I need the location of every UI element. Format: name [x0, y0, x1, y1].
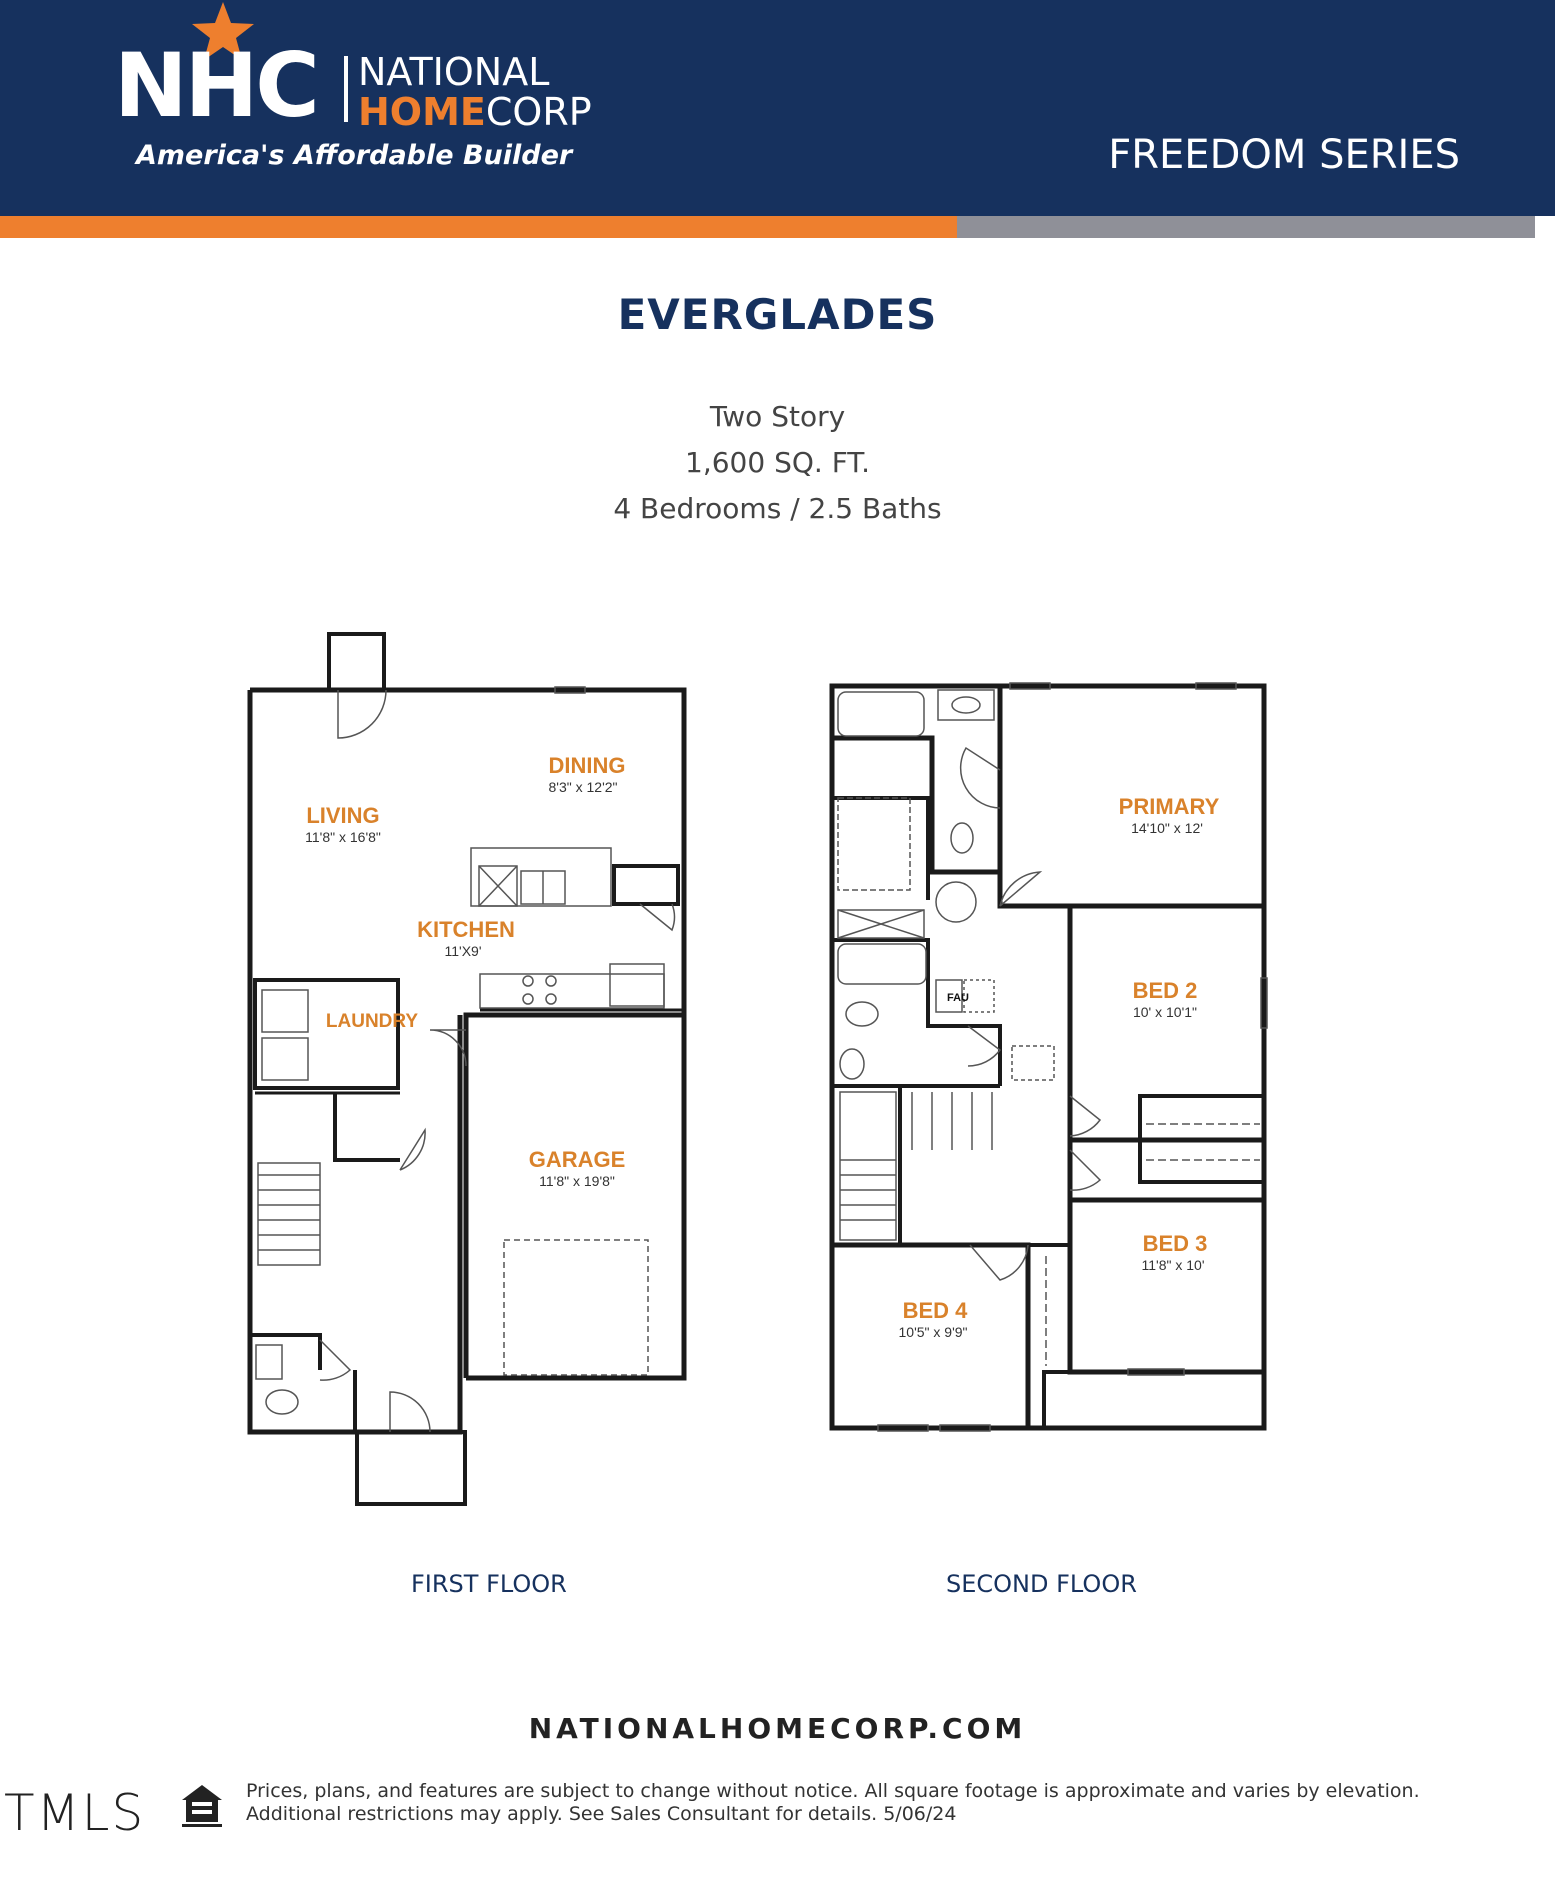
room-label-dining: DINING	[548, 753, 626, 778]
room-dims-dining: 8'3" x 12'2"	[548, 779, 618, 795]
room-dims-bed2: 10' x 10'1"	[1132, 1004, 1198, 1020]
disclaimer-line-2: Additional restrictions may apply. See Sales Consultant for details. 5/06/24	[246, 1803, 957, 1825]
room-label-bed4: BED 4	[902, 1298, 968, 1323]
logo-word-home: HOME	[358, 90, 486, 134]
spec-sqft: 1,600 SQ. FT.	[685, 446, 870, 479]
room-dims-kitchen: 11'X9'	[444, 943, 482, 959]
room-dims-bed3: 11'8" x 10'	[1141, 1257, 1205, 1273]
room-label-laundry: LAUNDRY	[325, 1011, 419, 1032]
plan-title: EVERGLADES	[617, 290, 938, 339]
logo-mark: NHC	[114, 34, 317, 137]
room-label-bed2: BED 2	[1132, 978, 1198, 1003]
fau-label: FAU	[947, 992, 969, 1004]
room-dims-garage: 11'8" x 19'8"	[539, 1173, 615, 1189]
room-dims-primary: 14'10" x 12'	[1131, 820, 1203, 836]
room-label-kitchen: KITCHEN	[417, 917, 515, 942]
disclaimer-line-1: Prices, plans, and features are subject to change without notice. All square footage is approximate and varies by elevation.	[246, 1780, 1420, 1802]
spec-stories: Two Story	[709, 400, 846, 433]
room-label-bed3: BED 3	[1142, 1231, 1208, 1256]
second-floor-label: SECOND FLOOR	[946, 1570, 1137, 1598]
room-dims-bed4: 10'5" x 9'9"	[898, 1324, 968, 1340]
series-title: FREEDOM SERIES	[1108, 132, 1460, 178]
first-floor-label: FIRST FLOOR	[411, 1570, 567, 1598]
equal-housing-icon	[178, 1782, 226, 1830]
disclaimer	[246, 1780, 1546, 1826]
room-dims-living: 11'8" x 16'8"	[305, 829, 381, 845]
room-label-living: LIVING	[306, 803, 380, 828]
room-label-garage: GARAGE	[528, 1147, 626, 1172]
logo-word-corp: CORP	[485, 90, 592, 134]
mls-logo: TMLS	[4, 1784, 146, 1842]
room-label-primary: PRIMARY	[1118, 794, 1220, 819]
website-link[interactable]: NATIONALHOMECORP.COM	[528, 1712, 1027, 1745]
logo-word-national: NATIONAL	[358, 50, 550, 94]
spec-bed-bath: 4 Bedrooms / 2.5 Baths	[613, 492, 942, 525]
tagline: America's Affordable Builder	[136, 140, 573, 171]
